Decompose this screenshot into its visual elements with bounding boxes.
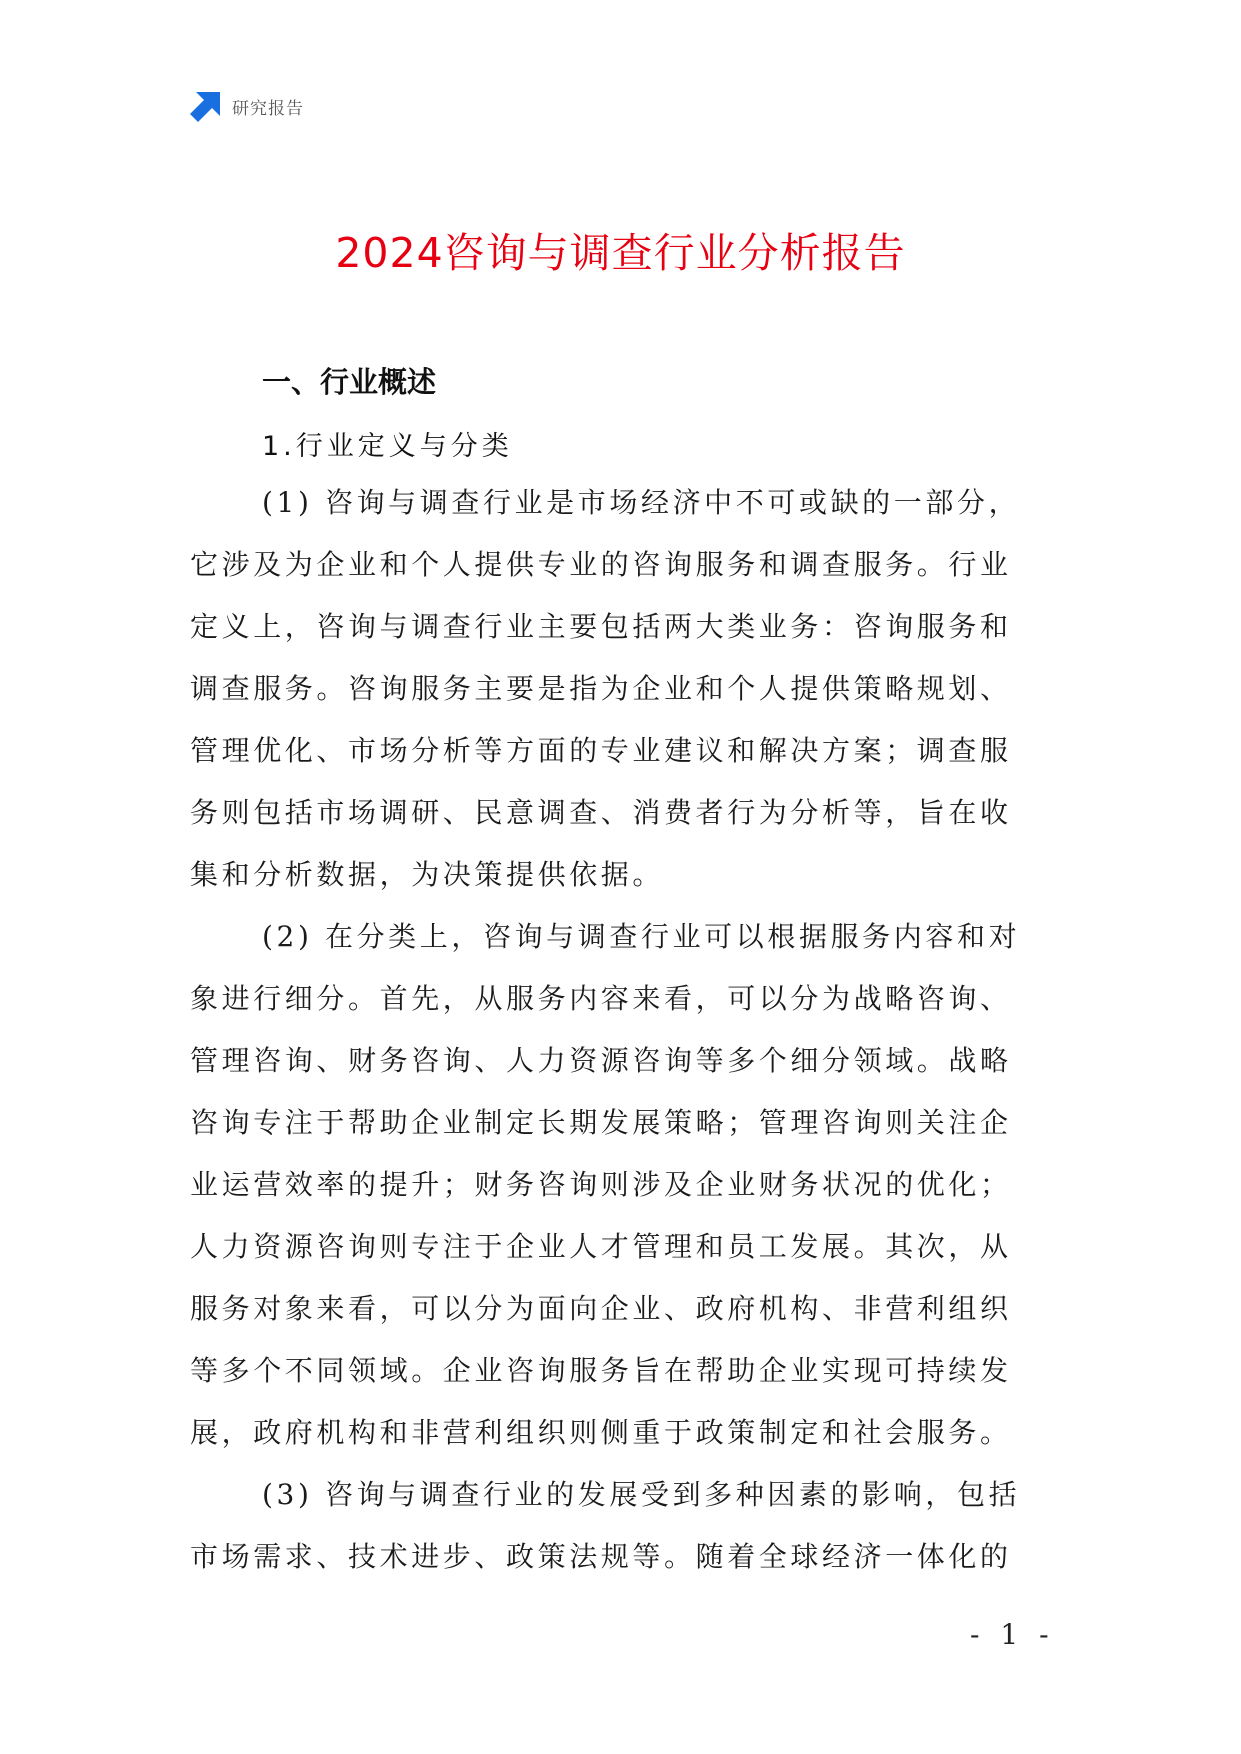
- document-title: 2024咨询与调查行业分析报告: [335, 229, 906, 277]
- subsection-heading: 1.行业定义与分类: [262, 431, 513, 462]
- header-label: 研究报告: [232, 98, 304, 119]
- paragraph-line: (3) 咨询与调查行业的发展受到多种因素的影响，包括: [262, 1478, 1021, 1511]
- paragraph-line: 咨询专注于帮助企业制定长期发展策略；管理咨询则关注企: [190, 1106, 1012, 1139]
- paragraph-line: 管理优化、市场分析等方面的专业建议和解决方案；调查服: [190, 734, 1012, 767]
- report-header: [190, 88, 304, 124]
- paragraph-line: 集和分析数据，为决策提供依据。: [190, 858, 665, 891]
- paragraph-line: (1) 咨询与调查行业是市场经济中不可或缺的一部分，: [262, 486, 1021, 519]
- page-number: - 1 -: [970, 1618, 1055, 1651]
- paragraph-line: 人力资源咨询则专注于企业人才管理和员工发展。其次，从: [190, 1230, 1012, 1263]
- paragraph-line: 服务对象来看，可以分为面向企业、政府机构、非营利组织: [190, 1292, 1012, 1325]
- paragraph-line: 管理咨询、财务咨询、人力资源咨询等多个细分领域。战略: [190, 1044, 1012, 1077]
- paragraph-line: 务则包括市场调研、民意调查、消费者行为分析等，旨在收: [190, 796, 1012, 829]
- arrow-up-right-icon: [190, 90, 222, 122]
- paragraph-line: 象进行细分。首先，从服务内容来看，可以分为战略咨询、: [190, 982, 1012, 1015]
- paragraph-line: 定义上，咨询与调查行业主要包括两大类业务：咨询服务和: [190, 610, 1012, 643]
- section-heading: 一、行业概述: [262, 365, 437, 399]
- paragraph-line: 业运营效率的提升；财务咨询则涉及企业财务状况的优化；: [190, 1168, 1012, 1201]
- paragraph-line: 它涉及为企业和个人提供专业的咨询服务和调查服务。行业: [190, 548, 1012, 581]
- paragraph-line: 调查服务。咨询服务主要是指为企业和个人提供策略规划、: [190, 672, 1012, 705]
- paragraph-line: (2) 在分类上，咨询与调查行业可以根据服务内容和对: [262, 920, 1021, 953]
- paragraph-line: 展，政府机构和非营利组织则侧重于政策制定和社会服务。: [190, 1416, 1012, 1449]
- body-text: [190, 472, 1050, 1588]
- paragraph-line: 市场需求、技术进步、政策法规等。随着全球经济一体化的: [190, 1540, 1012, 1573]
- paragraph-line: 等多个不同领域。企业咨询服务旨在帮助企业实现可持续发: [190, 1354, 1012, 1387]
